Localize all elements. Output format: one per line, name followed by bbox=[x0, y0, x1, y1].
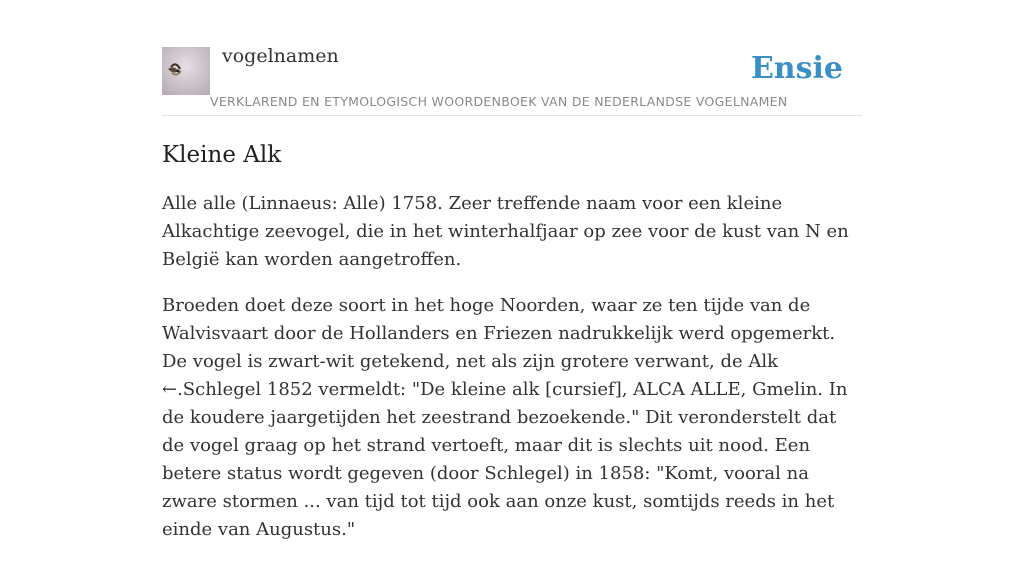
entry-title: Kleine Alk bbox=[162, 142, 282, 168]
site-name[interactable]: vogelnamen bbox=[222, 45, 339, 67]
entry-paragraph: Alle alle (Linnaeus: Alle) 1758. Zeer treffende naam voor een kleine Alkachtige zeevogel, die in het winterhalfjaar op zee voor de kust van N en België kan worden aangetroffen. bbox=[162, 193, 849, 270]
brand-logo-link[interactable]: Ensie bbox=[750, 51, 843, 86]
site-header bbox=[162, 0, 862, 116]
bird-icon bbox=[162, 47, 210, 95]
site-subtitle: VERKLAREND EN ETYMOLOGISCH WOORDENBOEK VAN DE NEDERLANDSE VOGELNAMEN bbox=[210, 94, 788, 109]
avatar[interactable] bbox=[162, 47, 210, 95]
entry-content bbox=[162, 138, 862, 562]
entry-paragraph: Broeden doet deze soort in het hoge Noorden, waar ze ten tijde van de Walvisvaart door de Hollanders en Friezen nadrukkelijk werd opgemerkt. De vogel is zwart-wit getekend, net als zijn grotere verwant, de Alk ←.Schlegel 1852 vermeldt: "De kleine alk [cursief], ALCA ALLE, Gmelin. In de koudere jaargetijden het zeestrand bezoekende." Dit veronderstelt dat de vogel graag op het strand vertoeft, maar dit is slechts uit nood. Een betere status wordt gegeven (door Schlegel) in 1858: "Komt, vooral na zware stormen ... van tijd tot tijd ook aan onze kust, somtijds reeds in het einde van Augustus." bbox=[162, 295, 848, 540]
